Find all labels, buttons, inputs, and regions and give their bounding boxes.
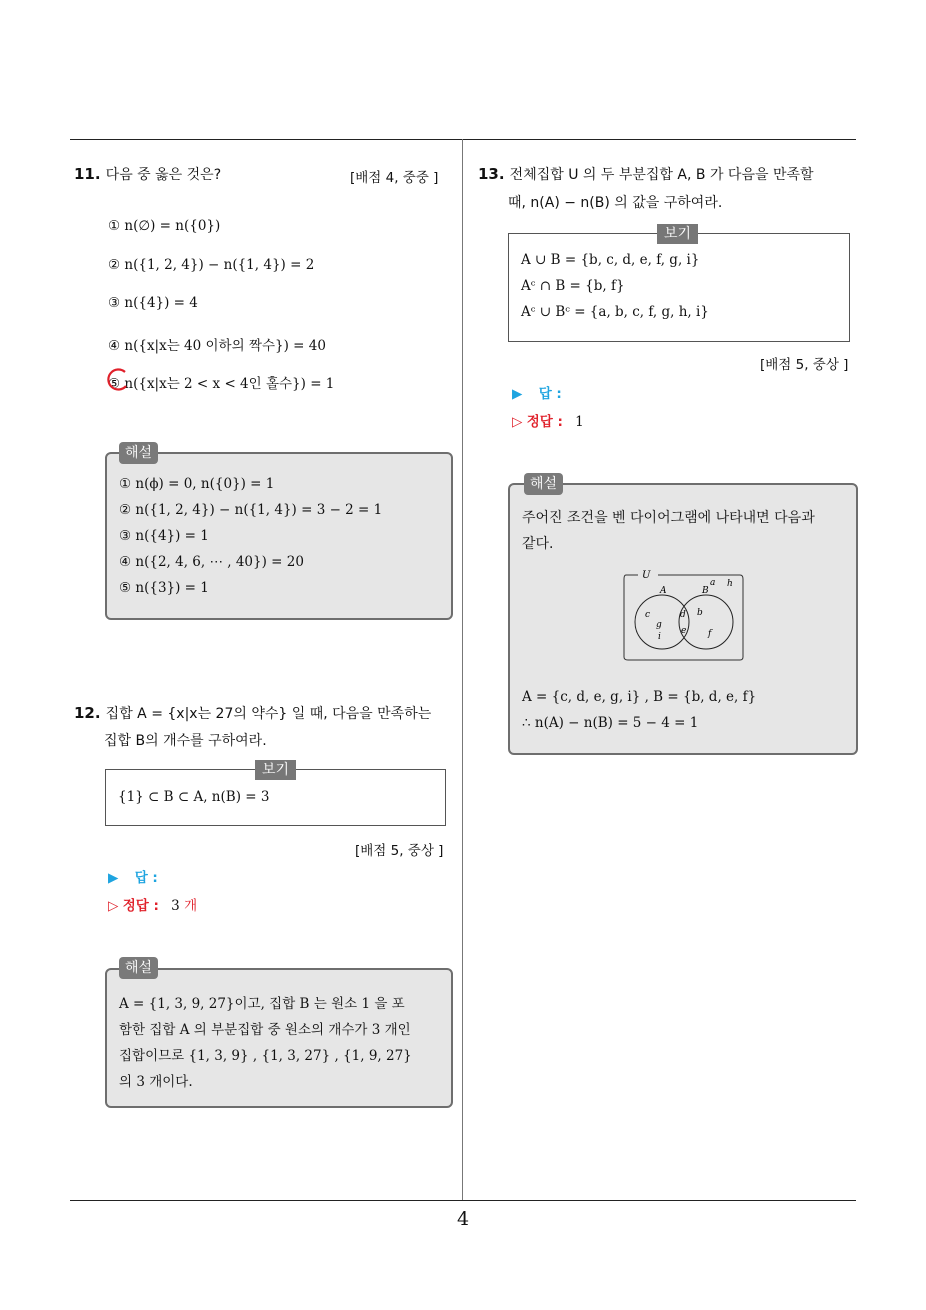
q13-condition-2: Aᶜ ∩ B = {b, f} — [521, 278, 625, 294]
answer-circle-mark — [103, 366, 131, 394]
q11-header — [74, 164, 221, 184]
q13-condition-1: A ∪ B = {b, c, d, e, f, g, i} — [521, 252, 700, 268]
outline-arrow-icon: ▷ — [512, 414, 523, 430]
q12-number: 12. — [74, 704, 101, 722]
q13-correct-value: 1 — [575, 414, 584, 430]
venn-label-u: U — [642, 570, 651, 581]
venn-elem-a-only-2: g — [656, 620, 662, 630]
q11-solution-box — [105, 452, 453, 620]
page-number: 4 — [456, 1208, 470, 1230]
q12-sol-line-4: 의 3 개이다. — [119, 1074, 193, 1090]
venn-elem-a-only-1: c — [645, 610, 651, 620]
q12-correct-row — [108, 894, 197, 914]
q12-answer-label: 답 : — [134, 870, 158, 886]
q12-correct-unit: 개 — [184, 898, 198, 914]
q11-sol-line-5: ⑤ n({3}) = 1 — [119, 580, 209, 596]
q11-sol-line-3: ③ n({4}) = 1 — [119, 528, 209, 544]
venn-circle-a — [635, 595, 689, 649]
q12-text-line-1: 집합 A = {x|x는 27의 약수} 일 때, 다음을 만족하는 — [105, 706, 432, 722]
q12-solution-title: 해설 — [119, 957, 158, 979]
column-divider — [462, 139, 463, 1201]
venn-elem-b-only-1: b — [697, 608, 703, 618]
venn-elem-b-only-2: f — [708, 629, 712, 639]
q13-score: [배점 5, 중상 ] — [760, 357, 849, 373]
q13-box-title: 보기 — [657, 224, 698, 244]
q11-solution-title: 해설 — [119, 442, 158, 464]
q13-condition-box — [508, 233, 850, 342]
q11-sol-line-1: ① n(ϕ) = 0, n({0}) = 1 — [119, 476, 275, 492]
venn-elem-both-2: e — [681, 626, 687, 636]
q12-header — [74, 703, 431, 723]
q13-correct-row — [512, 410, 584, 430]
q13-result-line-2: ∴ n(A) − n(B) = 5 − 4 = 1 — [522, 715, 699, 731]
q13-correct-label: 정답 : — [526, 414, 563, 430]
venn-elem-outside-2: h — [727, 579, 733, 589]
q12-correct-label: 정답 : — [122, 898, 159, 914]
q12-sol-line-3: 집합이므로 {1, 3, 9} , {1, 3, 27} , {1, 9, 27} — [119, 1048, 412, 1064]
q12-answer-row — [108, 866, 158, 886]
venn-label-a: A — [660, 586, 667, 596]
venn-elem-a-only-3: i — [658, 632, 661, 642]
q12-condition: {1} ⊂ B ⊂ A, n(B) = 3 — [118, 789, 270, 805]
q11-sol-line-2: ② n({1, 2, 4}) − n({1, 4}) = 3 − 2 = 1 — [119, 502, 383, 518]
q13-result-line-1: A = {c, d, e, g, i} , B = {b, d, e, f} — [522, 689, 757, 705]
q12-text-line-2: 집합 B의 개수를 구하여라. — [104, 733, 267, 749]
q11-choice-3[interactable]: ③ n({4}) = 4 — [108, 295, 198, 311]
venn-diagram — [620, 565, 750, 665]
q13-number: 13. — [478, 165, 505, 183]
q11-number: 11. — [74, 165, 101, 183]
q11-text: 다음 중 옳은 것은? — [105, 167, 222, 183]
q13-solution-box — [508, 483, 858, 755]
q13-condition-3: Aᶜ ∪ Bᶜ = {a, b, c, f, g, h, i} — [521, 304, 709, 320]
venn-elem-both-1: d — [680, 610, 686, 620]
q13-answer-label: 답 : — [538, 386, 562, 402]
q13-answer-row — [512, 382, 562, 402]
q13-solution-title: 해설 — [524, 473, 563, 495]
q12-box-title: 보기 — [255, 760, 296, 780]
q12-score: [배점 5, 중상 ] — [355, 843, 444, 859]
q12-sol-line-1: A = {1, 3, 9, 27}이고, 집합 B 는 원소 1 을 포 — [119, 996, 405, 1012]
play-arrow-icon: ▶ — [512, 386, 523, 402]
outline-arrow-icon: ▷ — [108, 898, 119, 914]
q12-sol-line-2: 함한 집합 A 의 부분집합 중 원소의 개수가 3 개인 — [119, 1022, 411, 1038]
top-rule — [70, 139, 856, 140]
q11-sol-line-4: ④ n({2, 4, 6, ⋯ , 40}) = 20 — [119, 554, 304, 570]
venn-circle-b — [679, 595, 733, 649]
q13-text-line-2: 때, n(A) − n(B) 의 값을 구하여라. — [508, 195, 723, 211]
venn-label-b: B — [702, 586, 709, 596]
q12-solution-box — [105, 968, 453, 1108]
q12-correct-value: 3 — [171, 898, 180, 914]
venn-elem-outside-1: a — [710, 578, 716, 588]
bottom-rule — [70, 1200, 856, 1201]
q13-sol-line-1: 주어진 조건을 벤 다이어그램에 나타내면 다음과 — [522, 510, 815, 526]
q11-choice-4[interactable]: ④ n({x|x는 40 이하의 짝수}) = 40 — [108, 338, 326, 354]
q13-sol-line-2: 같다. — [522, 536, 554, 552]
q11-choice-2[interactable]: ② n({1, 2, 4}) − n({1, 4}) = 2 — [108, 257, 315, 273]
q11-choice-5[interactable]: ⑤ n({x|x는 2 < x < 4인 홀수}) = 1 — [108, 376, 335, 392]
q11-choice-1[interactable]: ① n(∅) = n({0}) — [108, 218, 221, 234]
play-arrow-icon: ▶ — [108, 870, 119, 886]
q13-text-line-1: 전체집합 U 의 두 부분집합 A, B 가 다음을 만족할 — [509, 167, 814, 183]
q11-score: [배점 4, 중중 ] — [350, 170, 439, 186]
q13-header — [478, 164, 814, 184]
